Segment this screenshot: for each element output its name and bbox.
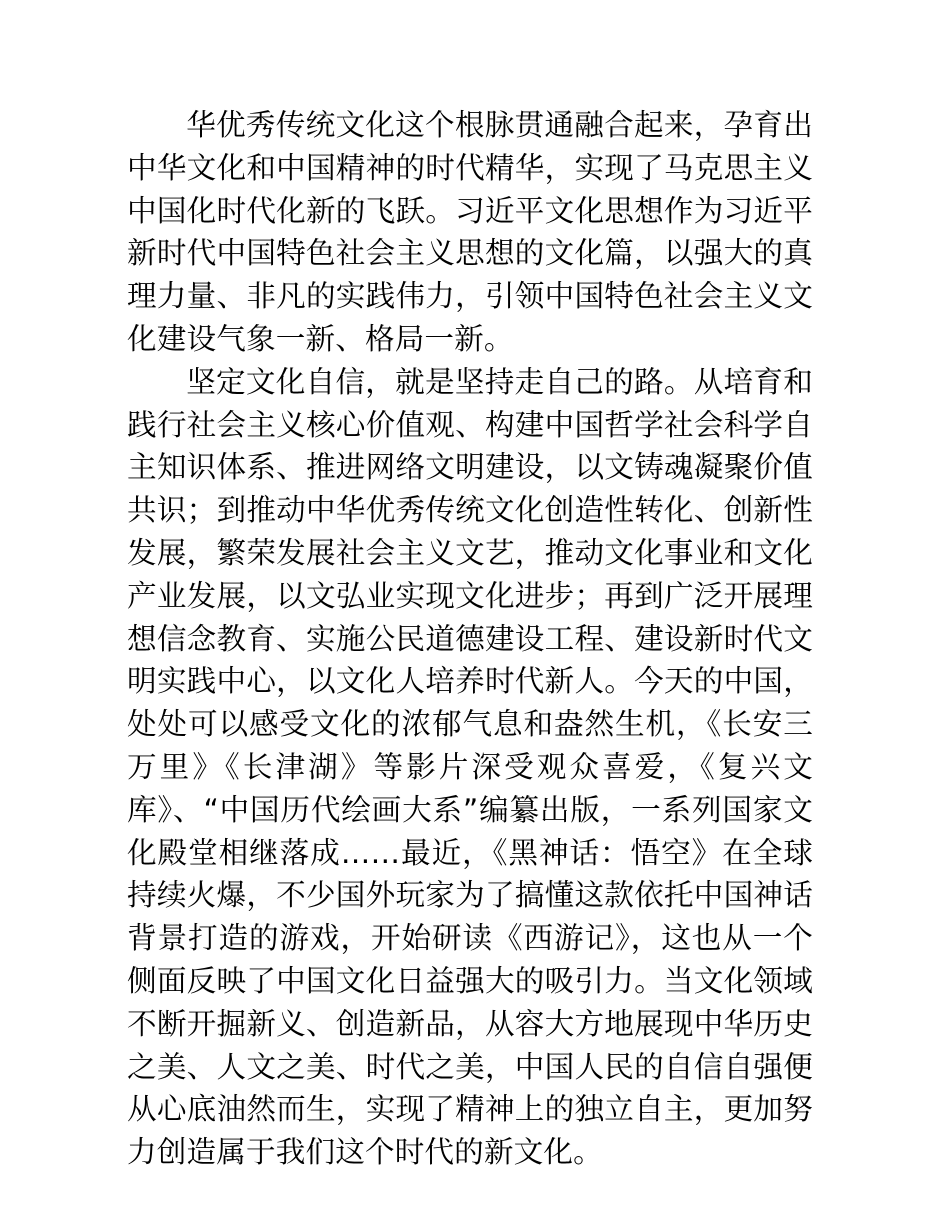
document-body bbox=[127, 104, 813, 1174]
paragraph-1: 华优秀传统文化这个根脉贯通融合起来，孕育出中华文化和中国精神的时代精华，实现了马克思主义中国化时代化新的飞跃。习近平文化思想作为习近平新时代中国特色社会主义思想的文化篇，以强大的真理力量、非凡的实践伟力，引领中国特色社会主义文化建设气象一新、格局一新。 bbox=[127, 108, 813, 356]
paragraph-2: 坚定文化自信，就是坚持走自己的路。从培育和践行社会主义核心价值观、构建中国哲学社会科学自主知识体系、推进网络文明建设，以文铸魂凝聚价值共识；到推动中华优秀传统文化创造性转化、创新性发展，繁荣发展社会主义文艺，推动文化事业和文化产业发展，以文弘业实现文化进步；再到广泛开展理想信念教育、实施公民道德建设工程、建设新时代文明实践中心，以文化人培养时代新人。今天的中国，处处可以感受文化的浓郁气息和盎然生机，《长安三万里》《长津湖》等影片深受观众喜爱，《复兴文库》、“中国历代绘画大系”编纂出版，一系列国家文化殿堂相继落成……最近，《黑神话：悟空》在全球持续火爆，不少国外玩家为了搞懂这款依托中国神话背景打造的游戏，开始研读《西游记》，这也从一个侧面反映了中国文化日益强大的吸引力。当文化领域不断开掘新义、创造新品，从容大方地展现中华历史之美、人文之美、时代之美，中国人民的自信自强便从心底油然而生，实现了精神上的独立自主，更加努力创造属于我们这个时代的新文化。 bbox=[127, 364, 813, 1170]
